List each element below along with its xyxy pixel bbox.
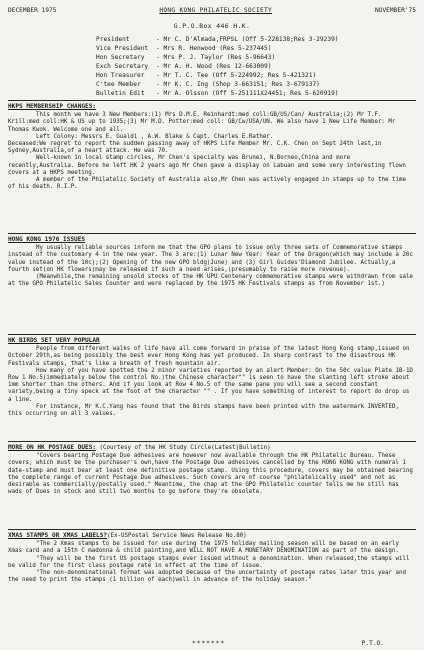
officer-name: - Mr C. D'Almada,FRPSL (Off 5-228138;Res 3-29239): [156, 36, 339, 43]
postage-dues-heading: MORE ON HK POSTAGE DUES:: [8, 444, 97, 451]
birds-varieties: How many of you have spotted the 2 minor varieties reported by an alert Member: On the 50c value Plate 1B-1D Row 1 No.5(immediately below the control No.)the Chinese character"" is seen to have the slanting left stroke about 1mm shorter than the others. And if you look at Row 4 No.5 of the same pane you will see a second constant variety,being a tiny speck at the foot of the character "" . If you have something of interest to report do drop us a line.: [8, 367, 413, 403]
masthead: [8, 5, 416, 15]
officer-row: [96, 53, 416, 62]
officer-name: - Mr A. H. Wood (Res 12-663009): [156, 63, 272, 70]
birds-heading: HK BIRDS SET VERY POPULAR: [8, 337, 100, 344]
membership-new-members: This month we have 3 New Members:(1) Mrs D.M.E. Reinhardt:med coll:GB/US/Can/ Australia;(2) Mr T.F. Krill:med coll:HK & US up to 1935;(3) Mr M.D. Potter:med coll: GB/Cw/USA/UN. We also have 1 New Life Member: Mr Thomas Kwok. Welcome one and all.: [8, 112, 396, 133]
footer-mark: *******: [192, 640, 226, 647]
membership-tribute: Well-known in local stamp circles, Mr Chen's specialty was Brunei, N.Borneo,China and more recently,Australia. Before he left HK 2 years ago Mr Chen gave a display on Labuan and some very interesting flown covers at a HKPS meeting.: [8, 155, 406, 176]
membership-closing: A member of the Philatelic Society of Australia also,Mr Chen was actively engaged in stamps up to the time of his death. R.I.P.: [8, 177, 406, 191]
officer-role: President: [96, 36, 130, 43]
officer-row: [96, 44, 416, 53]
divider: [8, 233, 416, 234]
officer-role: Bulletin Edit: [96, 90, 145, 97]
xmas-format: "The non-denominational format was adopted because of the uncertainty of postage rates later this year and the need to print the stamps (1 billion of each)well in advance of the holiday season.": [8, 570, 406, 584]
birds-praise: People from different walks of life have all come forward in praise of the latest Hong Kong stamp,issued on October 29th,as being possibly the best ever Hong Kong has yet produced. In sharp contrast to the disastrous HK Festivals stamps, that's like a breath of fresh mountain air.: [8, 346, 410, 367]
xmas-denomination: "They will be the first US postage stamps ever issued without a denomination. When released,the stamps will be valid for the first class postage rate in effect at the time of issue.: [8, 555, 410, 569]
membership-section: [8, 103, 416, 191]
officers-list: [96, 35, 416, 98]
officer-row: [96, 35, 416, 44]
divider: [8, 441, 416, 442]
officer-name: - Mrs P. J. Taylor (Res 5-96643): [156, 54, 276, 61]
officer-name: - Mr K. C. Ing (Shop 3-663151; Res 3-679137): [156, 81, 320, 88]
xmas-source: (Ex-USPostal Service News Release No.80): [107, 533, 247, 539]
postage-dues-source: (Courtesy of the HK Study Circle(Latest)Bulletin): [96, 445, 271, 451]
issue-date-left: DECEMBER 1975: [8, 6, 57, 14]
xmas-section: [8, 532, 416, 584]
divider: [8, 100, 416, 101]
issues-upu-note: (Meanwhile,the remaining unsold stocks of the HK UPU Centenary commemorative stamps were withdrawn from sale at the GPO Philatelic Sales Counter and were replaced by the 1975 HK Festivals stamps as from November 1st.): [8, 274, 413, 288]
officer-name: - Mr A. Olsson (Off 5-251111X24451; Res 5-620919): [156, 90, 339, 97]
officer-row: [96, 71, 416, 80]
officer-role: Exch Secretary: [96, 63, 149, 70]
divider: [8, 529, 416, 530]
postage-dues-section: [8, 444, 416, 496]
officer-row: [96, 80, 416, 89]
society-address: G.P.O.Box 446 H.K.: [173, 22, 251, 30]
membership-left-colony: Left Colony: Messrs E. Gualdi , A.W. Blake & Capt. Charles E.Rather.: [36, 133, 274, 140]
society-name: HONG KONG PHILATELIC SOCIETY: [159, 6, 273, 14]
issue-date-right: NOVEMBER'75: [375, 6, 416, 14]
postage-dues-body: "Covers bearing Postage Due adhesives are however now available through the HK Philatelic Bureau. These covers, which must be the purchaser's own,have the Postage Due adhesives cancelled by the HONG KONG with numeral 1 date-stamp and must bear at least one definitive postage stamp. Using this procedure, covers may be obtained bearing the complete range of current Postage Due adhesives. Such covers are of course "philatelically used" and not as desirable as commercially/postally used." Meantime, the chap at the GPO Philatelic counter tells me he still has wads of Dues in stock and still two months to go before they're obsolete.: [8, 453, 413, 496]
officer-role: Vice President: [96, 45, 149, 52]
birds-section: [8, 337, 416, 418]
membership-heading: HKPS MEMBERSHIP CHANGES:: [8, 103, 97, 110]
membership-deceased: Deceased:We regret to report the sudden passing away of HKPS Life Member Mr. C.K. Chen on Sept 24th last,in Sydney,Australia,of a heart attack. He was 70.: [8, 141, 382, 155]
xmas-design: "The 2 Xmas stamps to be issued for use during the 1975 holiday mailing season will be based on an early Xmas card and a 15th C madonna & child painting,and WILL NOT HAVE A MONETARY DENOMINATION as part of the design.: [8, 541, 399, 555]
issues-section: [8, 236, 416, 288]
birds-watermark: For instance, Mr K.C.Yang has found that the Birds stamps have been printed with the watermark INVERTED, this occurring on all 3 values.: [8, 403, 399, 418]
officer-name: - Mr T. C. Tee (Off 5-224992; Res 5-421321): [156, 72, 317, 79]
divider: [8, 334, 416, 335]
please-turn-over: P.T.O.: [361, 640, 384, 647]
officer-role: C'tee Member: [96, 81, 141, 88]
officer-row: [96, 89, 416, 98]
issues-heading: HONG KONG 1976 ISSUES: [8, 236, 86, 243]
officer-role: Hon Secretary: [96, 54, 145, 61]
officer-name: - Mrs R. Henwood (Res 5-237445): [156, 45, 272, 52]
officer-row: [96, 62, 416, 71]
issues-plans: My usually reliable sources inform me that the GPO plans to issue only three sets of Commemorative stamps instead of the customary 4 in the new year. The 3 are:(1) Lunar New Year: Year of the Dragon(which may include a 20c value instead of the 10c);(2) Opening of the new GPO bldg(June) and (3) Girl Guides'Diamond Jubilee. Actually,a fourth set(on HK flowers)may be released if such a need arises,(presumably to raise more revenue).: [8, 245, 413, 273]
officer-role: Hon Treasurer: [96, 72, 145, 79]
xmas-heading: XMAS STAMPS OR XMAS LABELS?: [8, 532, 108, 539]
